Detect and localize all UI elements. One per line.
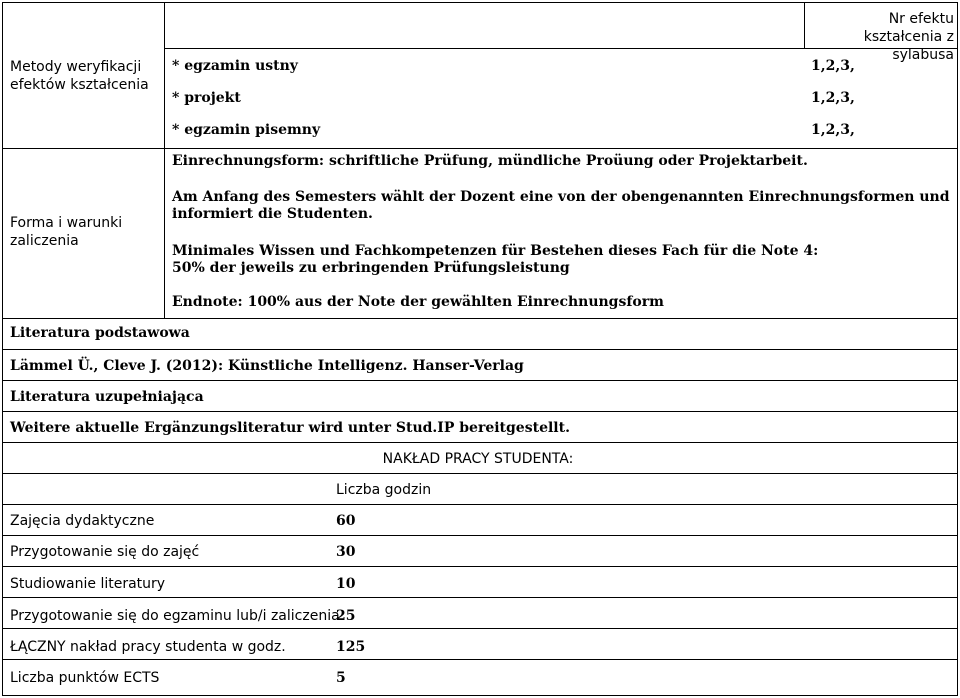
literature-supp-label: Literatura uzupełniająca [10,389,204,405]
workload-title: NAKŁAD PRACY STUDENTA: [382,451,574,467]
method-effects-2: 1,2,3, [811,90,855,106]
form-paragraph-4: Endnote: 100% aus der Note der gewählten Einrechnungsform [172,294,664,310]
workload-row-label-4: Przygotowanie się do egzaminu lub/i zaliczenia [10,608,340,624]
assessment-label: Metody weryfikacji efektów kształcenia [10,59,149,93]
workload-row-label-1: Zajęcia dydaktyczne [10,513,155,529]
effects-header: Nr efektu kształcenia z sylabusa [863,11,954,63]
method-name-2: * projekt [172,90,241,106]
form-paragraph-2b: informiert die Studenten. [172,206,373,222]
literature-basic-item: Lämmel Ü., Cleve J. (2012): Künstliche Intelligenz. Hanser-Verlag [10,358,524,374]
workload-hours-header: Liczba godzin [336,482,432,498]
workload-row-label-5: ŁĄCZNY nakład pracy studenta w godz. [10,639,286,655]
workload-row-label-6: Liczba punktów ECTS [10,670,160,686]
form-paragraph-3b: 50% der jeweils zu erbringenden Prüfungsleistung [172,260,570,276]
workload-row-value-3: 10 [336,576,356,592]
form-paragraph-1: Einrechnungsform: schriftliche Prüfung, mündliche Proüung oder Projektarbeit. [172,153,808,169]
form-label: Forma i warunki zaliczenia [10,215,123,249]
literature-basic-label: Literatura podstawowa [10,325,190,341]
method-name-3: * egzamin pisemny [172,122,321,138]
workload-row-value-2: 30 [336,544,356,560]
workload-row-value-6: 5 [336,670,346,686]
workload-row-value-4: 25 [336,608,356,624]
method-name-1: * egzamin ustny [172,58,298,74]
literature-supp-item: Weitere aktuelle Ergänzungsliteratur wird unter Stud.IP bereitgestellt. [10,420,570,436]
workload-row-label-3: Studiowanie literatury [10,576,166,592]
workload-row-value-5: 125 [336,639,366,655]
workload-row-value-1: 60 [336,513,356,529]
form-paragraph-3a: Minimales Wissen und Fachkompetenzen für Bestehen dieses Fach für die Note 4: [172,243,819,259]
method-effects-3: 1,2,3, [811,122,855,138]
workload-hours-header-cell [2,473,958,505]
method-effects-1: 1,2,3, [811,58,855,74]
form-paragraph-2a: Am Anfang des Semesters wählt der Dozent eine von der obengenannten Einrechnungsformen und [172,189,950,205]
workload-row-label-2: Przygotowanie się do zajęć [10,544,200,560]
